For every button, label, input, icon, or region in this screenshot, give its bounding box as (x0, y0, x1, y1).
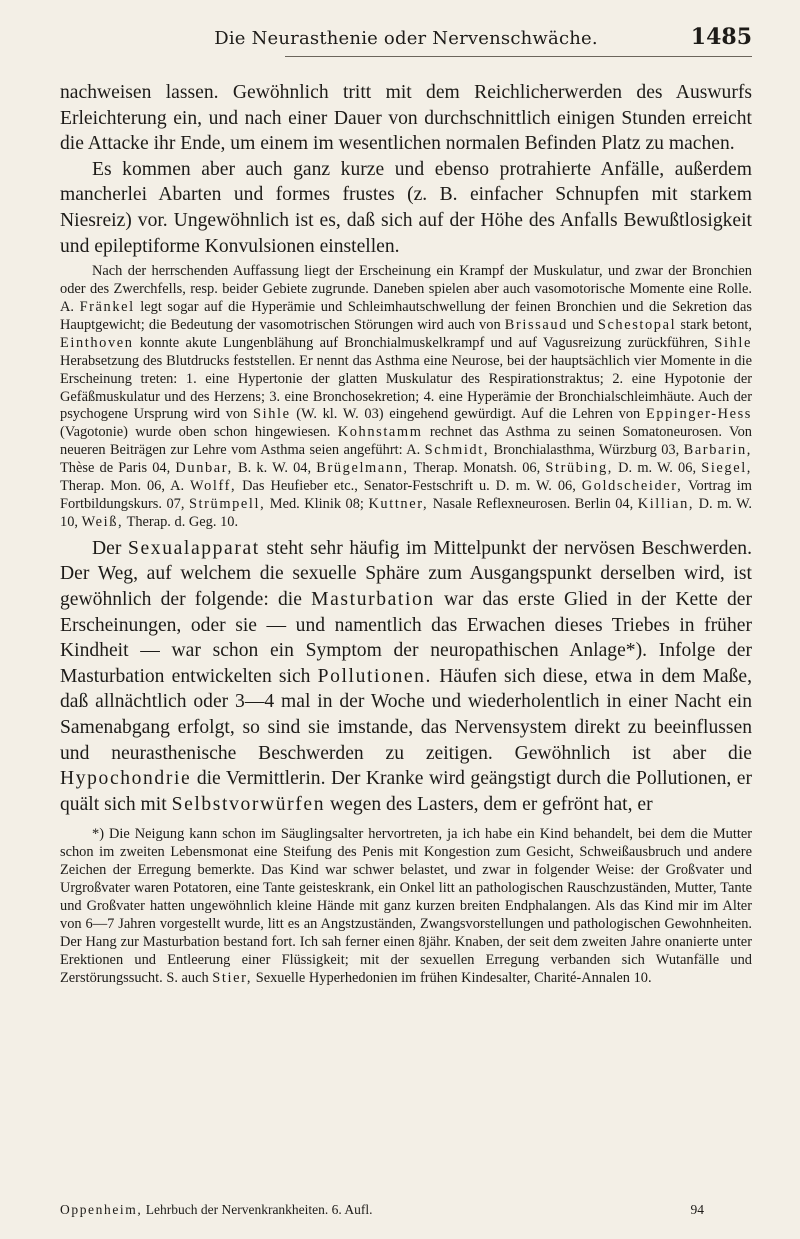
text-segment: Der (92, 537, 122, 559)
small-text-segment: B. k. W. 04, (238, 460, 312, 477)
small-text-segment: Vortrag im Fortbildungskurs. 07, (60, 478, 753, 512)
author-name: Killian, (637, 495, 695, 512)
author-name: Einthoven (60, 334, 134, 351)
main-text (60, 80, 752, 987)
author-name: Brügelmann, (316, 460, 409, 477)
footer-author: Oppenheim, (60, 1202, 143, 1217)
text-segment: war das erste Glied in der Kette der Erscheinungen, oder sie — und namentlich das Erwachen dieses Triebes in früher Kindheit — war schon ein Symptom der neuropathischen Anlage*). Infolge der Masturbation entwickelten sich (60, 588, 752, 687)
text-segment: Häufen sich diese, etwa in dem Maße, daß allnächtlich oder 3—4 mal in der Woche und wiederholentlich in einer Nacht ein Samenabgang erfolgt, so sind sie imstande, das Nervensystem direkt zu beeinflussen und neurasthenische Beschwerden zu zeitigen. Gewöhnlich ist aber die (60, 665, 752, 764)
author-name: Barbarin, (683, 442, 752, 459)
small-text-segment: und (572, 316, 594, 333)
text-segment: die Vermittlerin. Der Kranke wird geängstigt durch die Pollutionen, er quält sich mit (60, 768, 752, 815)
small-text-segment: Herabsetzung des Blutdrucks feststellen. Er nennt das Asthma eine Neurose, bei der hauptsächlich vier Momente in die Erscheinung treten: 1. eine Hypertonie der glatten Muskulatur des Respirationstraktus; 2. eine Hypotonie der Gefäßmuskulatur und des Herzens; 3. eine Bronchosekretion; 4. eine Hyperämie der Bronchialschleimhäute. Auch der psychogene Ursprung wird von (60, 352, 752, 423)
footer-citation (60, 1202, 373, 1218)
author-name: Wolff, (190, 478, 237, 495)
author-name: Schestopal (597, 316, 677, 333)
author-name: Kohnstamm (337, 424, 423, 441)
page-footer (60, 1202, 752, 1222)
author-name: Fränkel (79, 298, 135, 315)
author-name: Weiß, (81, 513, 124, 530)
author-name: Strübing, (545, 460, 613, 477)
text-segment: wegen des Lasters, dem er gefrönt hat, er (330, 793, 653, 815)
author-name: Kuttner, (368, 495, 429, 512)
paragraph-1: nachweisen lassen. Gewöhnlich tritt mit dem Reichlicherwerden des Auswurfs Erleichterung ein, und nach einer Dauer von durchschnittlich einigen Stunden erreicht die Attacke ihr Ende, um einem im wesentlichen normalen Befinden Platz zu machen. (60, 82, 752, 155)
small-text-segment: D. m. W. 06, (618, 460, 697, 477)
small-text-segment: konnte akute Lungenblähung auf Bronchialmuskelkrampf und auf Vagusreizung zurückführen, (139, 334, 709, 351)
running-title: Die Neurasthenie oder Nervenschwäche. (214, 28, 598, 49)
footnote-text: *) Die Neigung kann schon im Säuglingsalter hervortreten, ja ich habe ein Kind behandelt, bei dem die Mutter schon im zweiten Lebensmonat eine Steifung des Penis mit Kongestion zum Gesicht, Schweißausbruch und andere Zeichen der Erregung bemerkte. Das Kind war schwer belastet, und zwar in folgender Weise: der Großvater und Urgroßvater waren Potatoren, eine Tante geisteskrank, ein Onkel litt an pathologischen Rauschzuständen, Mutter, Tante und Großvater hatten ungewöhnlich kleine Hände mit ganz kurzen breiten Endphalangen. Als das Kind mir im Alter von 6—7 Jahren vorgestellt wurde, litt es an Angstzuständen, Zwangsvorstellungen und pathologischen Gewohnheiten. Der Hang zur Masturbation bestand fort. Ich sah ferner einen 8jähr. Knaben, der seit dem zweiten Jahre onanierte unter Erektionen und Entleerung einer Flüssigkeit; mit der sexuellen Erregung verbanden sich Wutanfälle und Zerstörungssucht. S. auch (60, 826, 752, 987)
author-name: Goldscheider, (581, 478, 683, 495)
author-name: Schmidt, (424, 442, 490, 459)
small-text-segment: Med. Klinik 08; (269, 495, 364, 512)
page-number: 1485 (690, 24, 752, 50)
small-text-segment: rechnet das Asthma zu seinen Somatoneurosen. Von neueren Beiträgen zur Lehre vom Asthma seien angeführt: A. (60, 424, 752, 459)
sheet-number: 94 (690, 1202, 704, 1217)
author-name: Brissaud (504, 316, 568, 333)
author-name: Dunbar, (175, 460, 233, 477)
small-text-segment: Bronchialasthma, Würzburg 03, (493, 442, 680, 459)
small-text-segment: Nasale Reflexneurosen. Berlin 04, (432, 495, 634, 512)
keyword-selbstvorwuerfen: Selbstvorwürfen (171, 793, 326, 815)
keyword-sexualapparat: Sexualapparat (128, 537, 260, 559)
small-text-segment: (Vagotonie) wurde oben schon hingewiesen. (60, 424, 331, 441)
footnote-text: Sexuelle Hyperhedonien im frühen Kindesalter, Charité-Annalen 10. (255, 970, 652, 987)
author-name: Siegel, (701, 460, 753, 477)
small-text-segment: legt sogar auf die Hyperämie und Schleimhautschwellung der feinen Bronchien und die Sekretion das Hauptgewicht; die Bedeutung der vasomotrischen Störungen wird auch von (60, 298, 752, 333)
small-text-segment: Das Heufieber etc., Senator-Festschrift u. D. m. W. 06, (242, 478, 576, 495)
footer-title: Lehrbuch der Nervenkrankheiten. 6. Aufl. (145, 1202, 373, 1217)
text-segment: steht sehr häufig im Mittelpunkt der nervösen Beschwerden. Der Weg, auf welchem die sexuelle Sphäre zum Ausgangspunkt derselben wird, ist gewöhnlich der folgende: die (60, 537, 752, 610)
page-header (60, 24, 752, 58)
small-print-paragraph (60, 263, 752, 532)
keyword-masturbation: Masturbation (311, 588, 435, 610)
author-name: Strümpell, (188, 495, 266, 512)
small-text-segment: D. m. W. 10, (60, 495, 752, 530)
author-name: Stier, (212, 970, 253, 987)
keyword-pollutionen: Pollutionen. (317, 665, 433, 687)
author-name: Eppinger-Hess (645, 406, 752, 423)
small-text-segment: Nach der herrschenden Auffassung liegt der Erscheinung ein Krampf der Muskulatur, und zwar der Bronchien oder des Zwerchfells, resp. beider Gebiete zugrunde. Daneben spielen aber auch vasomotorische Momente eine Rolle. A. (60, 263, 752, 315)
author-name: Sihle (253, 406, 291, 423)
small-text-segment: Thèse de Paris 04, (60, 460, 171, 477)
small-text-segment: Therap. Mon. 06, A. (60, 478, 185, 495)
paragraph-3 (60, 536, 752, 818)
header-rule (285, 56, 752, 57)
small-text-segment: (W. kl. W. 03) eingehend gewürdigt. Auf die Lehren von (296, 406, 641, 423)
keyword-hypochondrie: Hypochondrie (60, 768, 192, 790)
paragraph-2: Es kommen aber auch ganz kurze und ebenso protrahierte Anfälle, außerdem mancherlei Abarten und formes frustes (z. B. einfacher Schnupfen mit starkem Niesreiz) vor. Ungewöhnlich ist es, daß sich auf der Höhe des Anfalls Bewußtlosigkeit und epileptiforme Konvulsionen einstellen. (60, 158, 752, 257)
small-text-segment: Therap. Monatsh. 06, (413, 460, 541, 477)
footnote (60, 825, 752, 987)
author-name: Sihle (714, 334, 752, 351)
small-text-segment: stark betont, (680, 316, 753, 333)
small-text-segment: Therap. d. Geg. 10. (126, 513, 239, 530)
